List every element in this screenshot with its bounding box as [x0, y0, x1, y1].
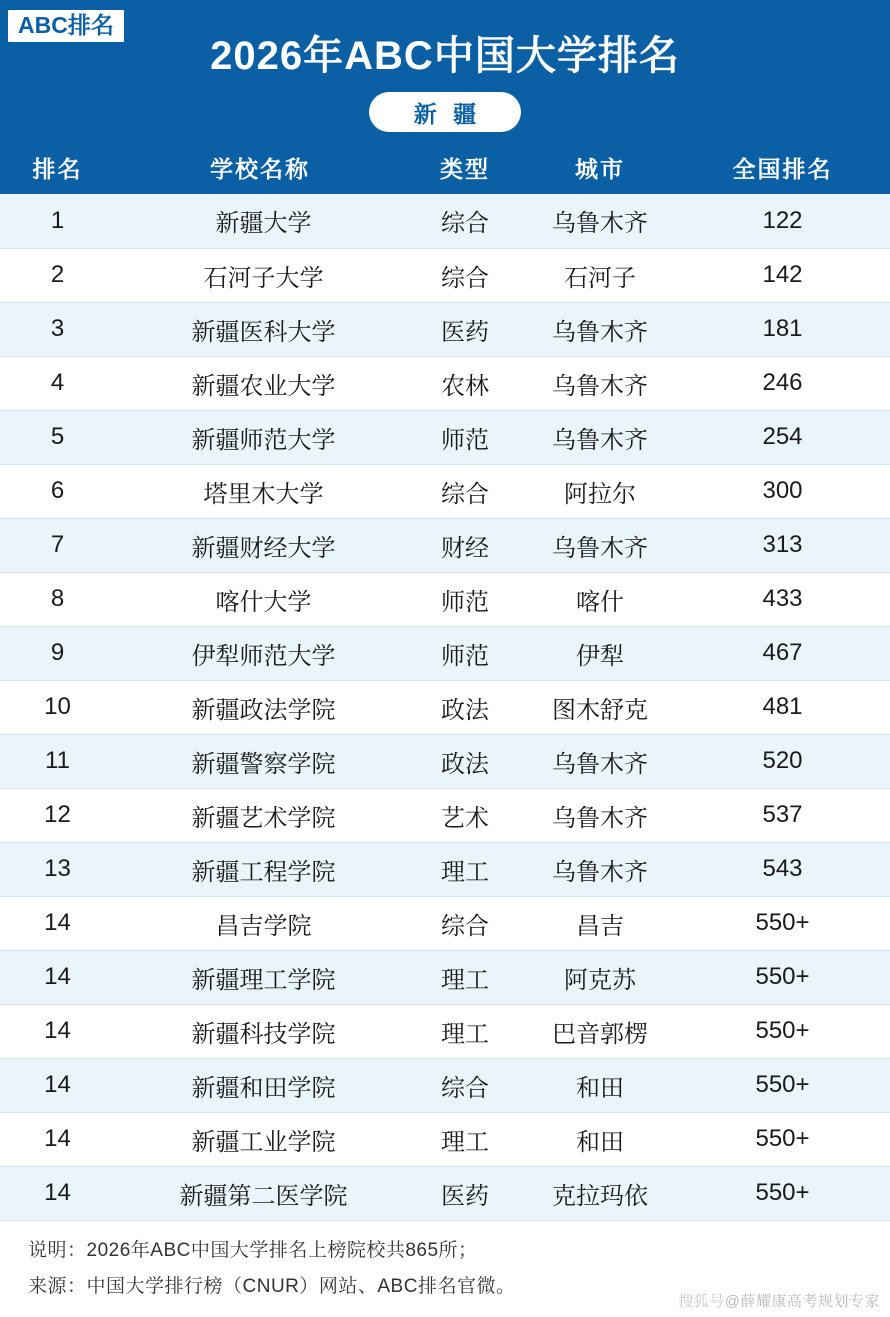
- cell-type: 理工: [405, 1112, 525, 1166]
- cell-university-name: [115, 626, 405, 680]
- cell-university-name: [115, 464, 405, 518]
- cell-city: 和田: [525, 1112, 675, 1166]
- cell-city: 和田: [525, 1058, 675, 1112]
- table-row: [0, 1004, 890, 1058]
- university-name: 塔里木大学: [203, 480, 324, 508]
- table-row: [0, 680, 890, 734]
- cell-rank: 13: [0, 842, 115, 896]
- cell-type: 综合: [405, 896, 525, 950]
- university-name: 新疆警察学院: [191, 750, 336, 778]
- cell-type: 理工: [405, 950, 525, 1004]
- cell-university-name: [115, 788, 405, 842]
- table-row: [0, 1112, 890, 1166]
- university-name: 新疆理工学院: [191, 966, 336, 994]
- university-name: 伊犁师范大学: [191, 642, 336, 670]
- cell-city: 喀什: [525, 572, 675, 626]
- cell-city: 昌吉: [525, 896, 675, 950]
- university-name: 新疆科技学院: [191, 1020, 336, 1048]
- cell-university-name: [115, 518, 405, 572]
- cell-type: 医药: [405, 1166, 525, 1220]
- cell-type: 艺术: [405, 788, 525, 842]
- table-body: [0, 194, 890, 1220]
- cell-rank: 5: [0, 410, 115, 464]
- university-name: 新疆政法学院: [191, 696, 336, 724]
- table-row: [0, 194, 890, 248]
- table-row: [0, 626, 890, 680]
- university-name: 新疆艺术学院: [191, 804, 336, 832]
- cell-national-rank: 550+: [675, 896, 890, 950]
- watermark-prefix: 搜狐号: [678, 1292, 725, 1310]
- table-row: [0, 842, 890, 896]
- cell-type: 师范: [405, 626, 525, 680]
- cell-rank: 11: [0, 734, 115, 788]
- cell-rank: 14: [0, 1166, 115, 1220]
- cell-university-name: [115, 1166, 405, 1220]
- cell-national-rank: 550+: [675, 1166, 890, 1220]
- cell-rank: 10: [0, 680, 115, 734]
- table-row: [0, 734, 890, 788]
- table-row: [0, 896, 890, 950]
- footer-source: 来源：中国大学排行榜（CNUR）网站、ABC排名官微。: [28, 1275, 516, 1297]
- abc-ranking-badge: ABC排名: [8, 10, 124, 42]
- cell-city: 乌鲁木齐: [525, 302, 675, 356]
- cell-university-name: [115, 410, 405, 464]
- cell-university-name: [115, 1058, 405, 1112]
- cell-rank: 3: [0, 302, 115, 356]
- watermark: [678, 1290, 880, 1311]
- cell-type: 综合: [405, 248, 525, 302]
- university-name: 石河子大学: [203, 264, 324, 292]
- table-row: [0, 356, 890, 410]
- cell-type: 医药: [405, 302, 525, 356]
- cell-university-name: [115, 1004, 405, 1058]
- cell-university-name: [115, 572, 405, 626]
- cell-rank: 7: [0, 518, 115, 572]
- cell-university-name: [115, 842, 405, 896]
- cell-national-rank: 433: [675, 572, 890, 626]
- column-header-city: 城市: [525, 140, 675, 194]
- cell-rank: 14: [0, 896, 115, 950]
- cell-city: 阿克苏: [525, 950, 675, 1004]
- cell-city: 乌鲁木齐: [525, 788, 675, 842]
- watermark-text: @薛耀康高考规划专家: [724, 1292, 880, 1310]
- column-header-name: 学校名称: [115, 140, 405, 194]
- cell-national-rank: 520: [675, 734, 890, 788]
- cell-national-rank: 122: [675, 194, 890, 248]
- cell-university-name: [115, 734, 405, 788]
- cell-type: 财经: [405, 518, 525, 572]
- cell-city: 巴音郭楞: [525, 1004, 675, 1058]
- cell-type: 综合: [405, 194, 525, 248]
- cell-type: 师范: [405, 410, 525, 464]
- university-ranking-table: [0, 140, 890, 1221]
- university-name: 喀什大学: [215, 588, 312, 616]
- cell-city: 乌鲁木齐: [525, 518, 675, 572]
- cell-type: 师范: [405, 572, 525, 626]
- university-name: 新疆工业学院: [191, 1128, 336, 1156]
- column-header-rank: 排名: [0, 140, 115, 194]
- cell-national-rank: 481: [675, 680, 890, 734]
- page-title: 2026年ABC中国大学排名: [210, 34, 680, 78]
- cell-university-name: [115, 896, 405, 950]
- university-name: 新疆师范大学: [191, 426, 336, 454]
- cell-rank: 14: [0, 1112, 115, 1166]
- university-name: 新疆工程学院: [191, 858, 336, 886]
- cell-national-rank: 181: [675, 302, 890, 356]
- cell-city: 乌鲁木齐: [525, 194, 675, 248]
- table-row: [0, 572, 890, 626]
- cell-rank: 8: [0, 572, 115, 626]
- university-name: 新疆农业大学: [191, 372, 336, 400]
- cell-national-rank: 467: [675, 626, 890, 680]
- cell-city: 伊犁: [525, 626, 675, 680]
- table-row: [0, 788, 890, 842]
- cell-city: 石河子: [525, 248, 675, 302]
- table-row: [0, 410, 890, 464]
- cell-rank: 14: [0, 950, 115, 1004]
- table-row: [0, 950, 890, 1004]
- table-row: [0, 464, 890, 518]
- cell-city: 乌鲁木齐: [525, 842, 675, 896]
- cell-national-rank: 550+: [675, 950, 890, 1004]
- cell-national-rank: 254: [675, 410, 890, 464]
- cell-university-name: [115, 248, 405, 302]
- cell-university-name: [115, 680, 405, 734]
- cell-rank: 9: [0, 626, 115, 680]
- cell-type: 理工: [405, 842, 525, 896]
- cell-national-rank: 142: [675, 248, 890, 302]
- cell-university-name: [115, 950, 405, 1004]
- cell-rank: 4: [0, 356, 115, 410]
- cell-national-rank: 537: [675, 788, 890, 842]
- cell-national-rank: 543: [675, 842, 890, 896]
- poster-footer: [0, 1221, 890, 1317]
- cell-national-rank: 300: [675, 464, 890, 518]
- cell-type: 政法: [405, 680, 525, 734]
- university-name: 新疆大学: [215, 210, 312, 238]
- cell-university-name: [115, 356, 405, 410]
- column-header-type: 类型: [405, 140, 525, 194]
- cell-national-rank: 550+: [675, 1058, 890, 1112]
- table-row: [0, 302, 890, 356]
- footer-note: 说明：2026年ABC中国大学排名上榜院校共865所；: [28, 1239, 478, 1261]
- cell-rank: 2: [0, 248, 115, 302]
- region-label: 新 疆: [369, 92, 521, 132]
- cell-rank: 14: [0, 1004, 115, 1058]
- cell-city: 乌鲁木齐: [525, 410, 675, 464]
- table-row: [0, 1166, 890, 1220]
- university-name: 昌吉学院: [215, 912, 312, 940]
- table-header-row: [0, 140, 890, 194]
- cell-type: 综合: [405, 464, 525, 518]
- cell-city: 克拉玛依: [525, 1166, 675, 1220]
- cell-rank: 14: [0, 1058, 115, 1112]
- cell-rank: 1: [0, 194, 115, 248]
- cell-national-rank: 550+: [675, 1112, 890, 1166]
- cell-city: 乌鲁木齐: [525, 356, 675, 410]
- table-row: [0, 1058, 890, 1112]
- cell-type: 政法: [405, 734, 525, 788]
- cell-national-rank: 313: [675, 518, 890, 572]
- cell-type: 理工: [405, 1004, 525, 1058]
- cell-rank: 6: [0, 464, 115, 518]
- university-name: 新疆和田学院: [191, 1074, 336, 1102]
- cell-national-rank: 246: [675, 356, 890, 410]
- poster-header: [0, 0, 890, 140]
- cell-national-rank: 550+: [675, 1004, 890, 1058]
- cell-type: 综合: [405, 1058, 525, 1112]
- cell-city: 阿拉尔: [525, 464, 675, 518]
- university-name: 新疆财经大学: [191, 534, 336, 562]
- column-header-national-rank: 全国排名: [675, 140, 890, 194]
- table-row: [0, 518, 890, 572]
- table-row: [0, 248, 890, 302]
- cell-city: 乌鲁木齐: [525, 734, 675, 788]
- cell-university-name: [115, 302, 405, 356]
- cell-type: 农林: [405, 356, 525, 410]
- cell-rank: 12: [0, 788, 115, 842]
- cell-university-name: [115, 1112, 405, 1166]
- university-name: 新疆第二医学院: [179, 1182, 348, 1210]
- university-name: 新疆医科大学: [191, 318, 336, 346]
- cell-university-name: [115, 194, 405, 248]
- cell-city: 图木舒克: [525, 680, 675, 734]
